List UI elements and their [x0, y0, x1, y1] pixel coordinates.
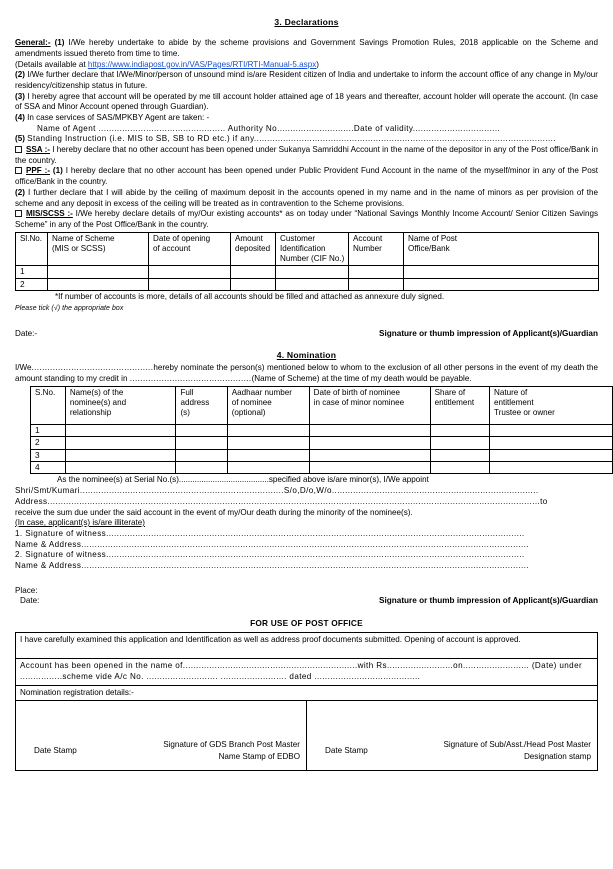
nom-row-4-share[interactable]: [430, 462, 489, 474]
ppf-declaration-2: [15, 188, 598, 209]
ppf-item-2-number: (2): [15, 187, 25, 197]
mis-scss-declaration: [15, 209, 598, 230]
mis-scss-checkbox[interactable]: [15, 210, 22, 217]
place-date-block: [15, 586, 598, 609]
mis-scss-scheme-name: “National Savings Monthly Income Account/ Senior Citizen Savings Scheme”: [15, 209, 598, 229]
minor-nominee-paragraph: As the nominee(s) at Serial No.(s)........................................specified above is/are minor(s), I/We appoint: [57, 475, 429, 485]
nom-row-2-nature[interactable]: [490, 437, 613, 449]
gds-date-stamp-label: Date Stamp: [34, 746, 77, 756]
document-page: [15, 0, 598, 869]
ppf-label: PPF :-: [26, 166, 51, 176]
nom-row-3-address[interactable]: [176, 449, 227, 461]
declarations-signature-label: Signature or thumb impression of Applicant(s)/Guardian: [379, 328, 598, 338]
nom-row-1-address[interactable]: [176, 424, 227, 436]
nom-row-4-nature[interactable]: [490, 462, 613, 474]
mis-row-1-scheme[interactable]: [48, 266, 149, 278]
general-item-4-text: In case services of SAS/MPKBY Agent are taken: -: [27, 113, 210, 123]
gds-signature-label: Signature of GDS Branch Post Master Name Stamp of EDBO: [163, 740, 300, 762]
general-item-5-number: (5): [15, 134, 25, 144]
mis-header-sl-no: Sl.No.: [16, 232, 48, 266]
guardian-address-line[interactable]: Address..........................................................................................................................................................................................to: [15, 496, 548, 506]
ssa-text: I hereby declare that no other account has been opened under Sukanya Samriddhi Account in the name of the depositor in any of the Post office/Bank in the country.: [15, 145, 599, 165]
mis-scss-text-after: in any of the Post Office/Bank in the country.: [47, 219, 209, 229]
general-label: General:-: [15, 38, 51, 48]
mis-row-2-office[interactable]: [404, 278, 599, 290]
account-opened-line-1: Account has been opened in the name of..................................................................with Rs.........................on......................... (Date) under: [20, 661, 583, 671]
general-item-5: [15, 134, 598, 145]
witness-1-address[interactable]: Name & Address.........................................................................................................................................................................: [15, 539, 529, 549]
agent-details-line[interactable]: Name of Agent ................................................ Authority No.............................Date of validity.................................: [37, 123, 501, 133]
nom-row-4-address[interactable]: [176, 462, 227, 474]
mis-scss-label: MIS/SCSS :-: [26, 209, 73, 219]
nominee-details-table: [30, 386, 613, 475]
mis-row-2-sl: 2: [16, 278, 48, 290]
nom-row-3-aadhaar[interactable]: [227, 449, 309, 461]
nom-row-2-dob[interactable]: [309, 437, 430, 449]
table-row: [16, 701, 598, 771]
account-opened-line-2: ................scheme vide A/c No. ........................... ......................... dated ........................................: [20, 671, 421, 681]
mis-scss-text-before: I/We hereby declare details of my/Our existing accounts* as on today under: [75, 209, 355, 219]
nom-row-4-sl: 4: [31, 462, 66, 474]
nom-row-3-name[interactable]: [65, 449, 176, 461]
ssa-checkbox[interactable]: [15, 146, 22, 153]
ppf-declaration-1: [15, 166, 598, 187]
general-item-1-text: I/We hereby undertake to abide by the scheme provisions and Government Savings Promotion Rules, 2018 applicable on the Scheme and amendments issued thereto from time to time.: [15, 38, 598, 59]
hpo-signature-label: Signature of Sub/Asst./Head Post Master Designation stamp: [443, 740, 591, 762]
gds-branch-stamp-cell: [16, 701, 307, 771]
mis-header-cif: Customer Identification Number (CIF No.): [276, 232, 349, 266]
nomination-intro: [15, 363, 598, 384]
mis-scss-accounts-table: [15, 232, 599, 291]
nom-row-4-aadhaar[interactable]: [227, 462, 309, 474]
nom-row-2-aadhaar[interactable]: [227, 437, 309, 449]
table-row: [31, 424, 613, 436]
account-opened-details[interactable]: [16, 659, 598, 686]
nom-header-share: Share of entitlement: [430, 386, 489, 424]
witness-1-signature[interactable]: 1. Signature of witness..............................................................................................................................................................: [15, 528, 525, 538]
ssa-label: SSA :-: [26, 145, 50, 155]
nom-header-s-no: S.No.: [31, 386, 66, 424]
nomination-intro-part1: I/We: [15, 363, 32, 373]
mis-row-1-office[interactable]: [404, 266, 599, 278]
scheme-name-blank[interactable]: ..............................................: [129, 374, 252, 383]
mis-row-2-account[interactable]: [349, 278, 404, 290]
nom-row-2-address[interactable]: [176, 437, 227, 449]
nom-row-3-share[interactable]: [430, 449, 489, 461]
details-suffix: ): [316, 59, 319, 69]
general-item-1: [15, 38, 598, 59]
guardian-name-line[interactable]: Shri/Smt/Kumari.............................................................................S/o,D/o,W/o..............................................................................: [15, 486, 539, 496]
nom-row-1-sl: 1: [31, 424, 66, 436]
nom-row-4-name[interactable]: [65, 462, 176, 474]
nom-row-1-dob[interactable]: [309, 424, 430, 436]
table-row: [31, 449, 613, 461]
rti-manual-link[interactable]: https://www.indiapost.gov.in/VAS/Pages/RTI/RTI-Manual-5.aspx: [87, 59, 317, 69]
accounts-footnote: *If number of accounts is more, details of all accounts should be filled and attached as annexure duly signed.: [55, 291, 445, 301]
table-row: [16, 685, 598, 701]
ppf-item-2-text: I further declare that I will abide by the ceiling of maximum deposit in the accounts opened in my name and in the name of minors as per provision of the scheme and any deposit in excess of the ceiling will be treated as in contravention to the Scheme provisions.: [15, 187, 599, 208]
section-heading-declarations: 3. Declarations: [274, 17, 339, 27]
table-row: [16, 633, 598, 659]
nominator-name-blank[interactable]: ..............................................: [31, 363, 154, 373]
mis-row-2-scheme[interactable]: [48, 278, 149, 290]
ppf-item-1-number: (1): [52, 166, 63, 176]
mis-header-date-opening: Date of opening of account: [149, 232, 231, 266]
nom-row-1-name[interactable]: [65, 424, 176, 436]
mis-row-1-account[interactable]: [349, 266, 404, 278]
witness-2-address[interactable]: Name & Address.........................................................................................................................................................................: [15, 560, 529, 570]
mis-row-1-cif[interactable]: [276, 266, 349, 278]
table-header-row: [16, 232, 599, 266]
receive-sum-line: receive the sum due under the said account in the event of my/Our death during the minority of the nominee(s).: [15, 507, 413, 517]
head-post-master-stamp-cell: [307, 701, 598, 771]
nomination-date-label[interactable]: Date:: [20, 596, 40, 606]
place-label[interactable]: Place:: [15, 585, 38, 595]
nom-row-1-aadhaar[interactable]: [227, 424, 309, 436]
nomination-intro-part3: (Name of Scheme) at the time of my death would be payable.: [251, 374, 472, 383]
mis-row-1-sl: 1: [16, 266, 48, 278]
details-available-line: [15, 60, 598, 71]
nom-row-1-share[interactable]: [430, 424, 489, 436]
general-item-4: [15, 113, 598, 124]
nom-row-2-sl: 2: [31, 437, 66, 449]
nom-header-aadhaar: Aadhaar number of nominee (optional): [227, 386, 309, 424]
general-item-5-text[interactable]: Standing Instruction (i.e. MIS to SB, SB to RD etc.) if any..................................................................................................................: [27, 134, 556, 144]
nomination-registration-details[interactable]: Nomination registration details:-: [16, 685, 598, 701]
witness-2-signature[interactable]: 2. Signature of witness..............................................................................................................................................................: [15, 550, 525, 560]
mis-row-2-cif[interactable]: [276, 278, 349, 290]
general-item-2-number: (2): [15, 70, 25, 80]
nom-header-nominee-name: Name(s) of the nominee(s) and relationship: [65, 386, 176, 424]
general-item-3-number: (3): [15, 91, 25, 101]
general-item-3: [15, 92, 598, 113]
nom-row-2-share[interactable]: [430, 437, 489, 449]
signature-block-nomination: [15, 596, 598, 608]
mis-row-2-amount[interactable]: [231, 278, 276, 290]
post-office-examination-statement: I have carefully examined this application and Identification as well as address proof documents submitted. Opening of account is approved.: [16, 633, 598, 659]
general-item-2: [15, 70, 598, 91]
nom-header-dob: Date of birth of nominee in case of minor nominee: [309, 386, 430, 424]
declarations-date-label[interactable]: Date:-: [15, 328, 38, 338]
nom-row-3-dob[interactable]: [309, 449, 430, 461]
mis-header-amount: Amount deposited: [231, 232, 276, 266]
post-office-use-table: [15, 632, 598, 771]
general-item-3-text: I hereby agree that account will be operated by me till account holder attained age of 18 years and thereafter, account holder will operate the account. (In case of SSA and Minor Account opened through Guardian).: [15, 91, 598, 112]
ppf-item-1-text: I hereby declare that no other account has been opened under Public Provident Fund Account in the name of the myself/minor in any of the Post office/Bank in the country.: [15, 166, 599, 187]
general-item-4-number: (4): [15, 113, 25, 123]
nom-header-address: Full address (s): [176, 386, 227, 424]
table-row: [31, 437, 613, 449]
table-row: [16, 659, 598, 686]
nom-row-3-nature[interactable]: [490, 449, 613, 461]
hpo-date-stamp-label: Date Stamp: [325, 746, 368, 756]
post-office-section-heading: FOR USE OF POST OFFICE: [250, 618, 363, 629]
nom-row-1-nature[interactable]: [490, 424, 613, 436]
mis-row-1-amount[interactable]: [231, 266, 276, 278]
nomination-signature-label: Signature or thumb impression of Applicant(s)/Guardian: [379, 596, 598, 606]
mis-row-1-date[interactable]: [149, 266, 231, 278]
mis-header-scheme-name: Name of Scheme (MIS or SCSS): [48, 232, 149, 266]
signature-block-declarations: [15, 329, 598, 341]
nom-header-nature: Nature of entitlement Trustee or owner: [490, 386, 613, 424]
table-row: [31, 462, 613, 474]
mis-header-post-office: Name of Post Office/Bank: [404, 232, 599, 266]
ssa-declaration: [15, 145, 598, 166]
illiterate-applicant-note: (In case, applicant(s) is/are illiterate): [15, 518, 145, 528]
tick-instruction-note: Please tick (√) the appropriate box: [15, 304, 124, 312]
general-item-2-text: I/We further declare that I/We/Minor/person of unsound mind is/are Resident citizen of India and undertake to inform the account office of any change in My/our residency/citizenship status in future.: [15, 70, 598, 91]
nom-row-3-sl: 3: [31, 449, 66, 461]
table-row: [16, 266, 599, 278]
section-heading-nomination: 4. Nomination: [276, 349, 337, 360]
general-item-1-number: (1): [54, 38, 65, 48]
nom-row-2-name[interactable]: [65, 437, 176, 449]
table-header-row: [31, 386, 613, 424]
details-prefix: (Details available at: [15, 59, 88, 69]
table-row: [16, 278, 599, 290]
nom-row-4-dob[interactable]: [309, 462, 430, 474]
nomination-intro-part2: hereby nominate the person(s) mentioned below to whom to the exclusion of all other persons in the event of my death the amount standing to my credit in: [15, 363, 598, 383]
ppf-checkbox[interactable]: [15, 167, 22, 174]
mis-row-2-date[interactable]: [149, 278, 231, 290]
mis-header-account-number: Account Number: [349, 232, 404, 266]
